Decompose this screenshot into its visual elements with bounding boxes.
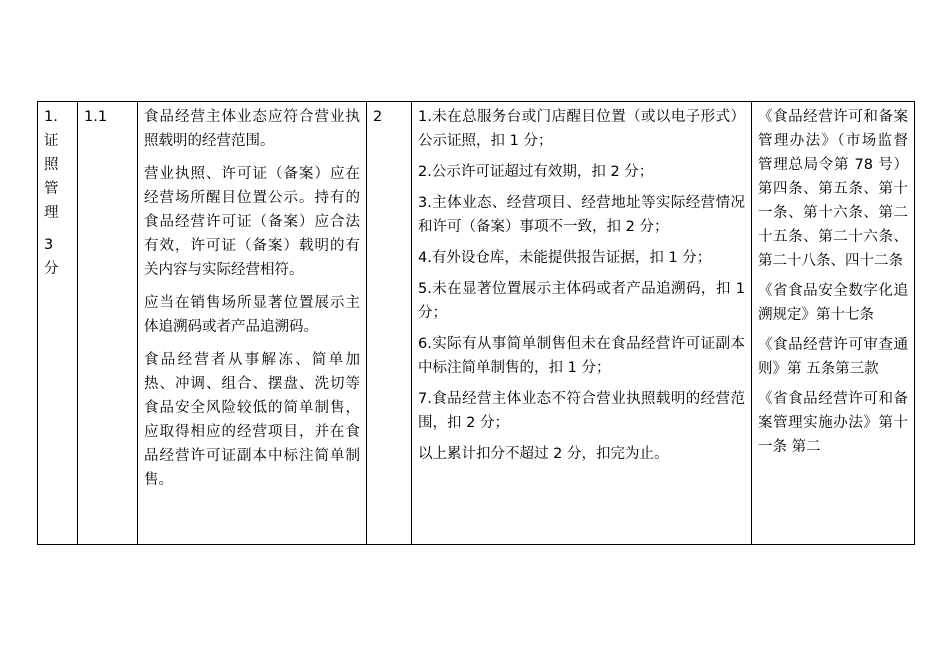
item-number-cell: 1.1 [78, 102, 138, 545]
deduction-item: 3.主体业态、经营项目、经营地址等实际经营情况和许可（备案）事项不一致，扣 2 分； [418, 195, 745, 235]
category-char: 证 [44, 133, 59, 149]
score-cell: 2 [367, 102, 412, 545]
category-char: 3 [44, 237, 54, 253]
legal-basis-item: 《食品经营许可审查通则》第 五条第三款 [758, 337, 908, 377]
category-char: 理 [44, 205, 59, 221]
deduction-item: 1.未在总服务台或门店醒目位置（或以电子形式）公示证照，扣 1 分； [418, 109, 745, 149]
deduction-item: 4.有外设仓库，未能提供报告证据，扣 1 分； [418, 250, 712, 266]
requirement-paragraph: 食品经营主体业态应符合营业执照载明的经营范围。 [144, 109, 360, 149]
category-spacer [44, 225, 71, 233]
category-char: 分 [44, 261, 59, 277]
deduction-item: 2.公示许可证超过有效期，扣 2 分； [418, 164, 654, 180]
deduction-item: 6.实际有从事简单制售但未在食品经营许可证副本中标注简单制售的，扣 1 分； [418, 336, 745, 376]
category-char: 1. [44, 109, 58, 125]
table-row [38, 102, 915, 545]
legal-basis-cell [752, 102, 915, 545]
requirement-paragraph: 营业执照、许可证（备案）应在经营场所醒目位置公示。持有的食品经营许可证（备案）应合法有效，许可证（备案）载明的有关内容与实际经营相符。 [144, 166, 360, 278]
category-char: 管 [44, 181, 59, 197]
deduction-item: 5.未在显著位置展示主体码或者产品追溯码，扣 1 分； [418, 281, 745, 321]
deduction-item: 7.食品经营主体业态不符合营业执照载明的经营范围，扣 2 分； [418, 391, 745, 431]
deduction-item: 以上累计扣分不超过 2 分，扣完为止。 [418, 446, 669, 462]
legal-basis-item: 《食品经营许可和备案管理办法》（市场监督管理总局令第 78 号）第四条、第五条、第十一条、第十六条、第二十五条、第二十六条、第二十八条、四十二条 [758, 109, 908, 269]
deduction-cell [412, 102, 752, 545]
category-cell [38, 102, 78, 545]
requirements-table [37, 101, 915, 545]
legal-basis-item: 《省食品经营许可和备案管理实施办法》第十一条 第二 [758, 391, 908, 455]
requirement-paragraph: 食品经营者从事解冻、简单加热、冲调、组合、摆盘、洗切等食品安全风险较低的简单制售，应取得相应的经营项目，并在食品经营许可证副本中标注简单制售。 [144, 352, 360, 488]
category-char: 照 [44, 157, 59, 173]
requirement-paragraph: 应当在销售场所显著位置展示主体追溯码或者产品追溯码。 [144, 295, 360, 335]
requirement-cell [138, 102, 367, 545]
legal-basis-item: 《省食品安全数字化追溯规定》第十七条 [758, 283, 908, 323]
